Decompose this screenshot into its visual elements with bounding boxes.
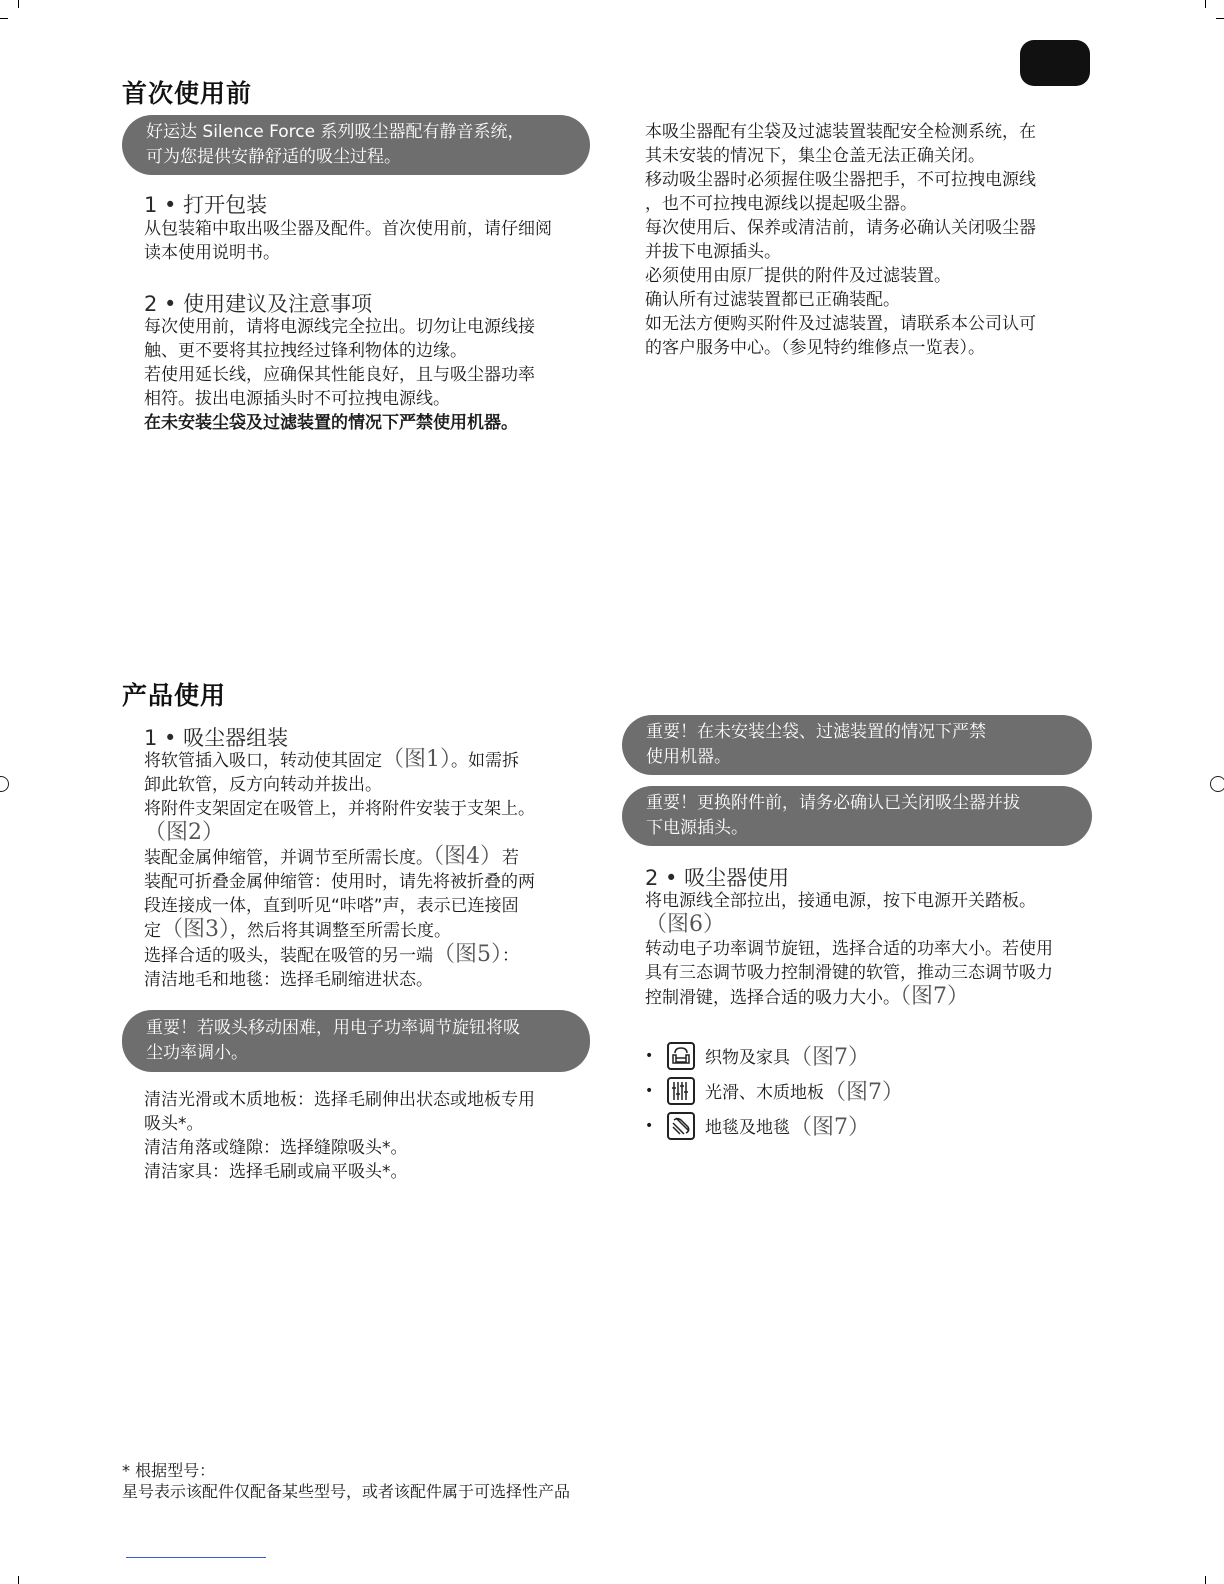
- text-line: 从包装箱中取出吸尘器及配件。首次使用前，请仔细阅: [144, 219, 552, 239]
- figure-ref: （图7）: [790, 1045, 870, 1070]
- warning-unplug-highlight: [622, 786, 1092, 846]
- text-line: 读本使用说明书。: [144, 243, 280, 263]
- list-item: [645, 1073, 904, 1108]
- text: 装配金属伸缩管，并调节至所需长度。: [144, 848, 433, 868]
- text-line: 移动吸尘器时必须握住吸尘器把手，不可拉拽电源线: [645, 170, 1036, 190]
- warning-line: 使用机器。: [646, 747, 731, 767]
- crop-mark: [0, 18, 8, 19]
- carpet-icon: [667, 1112, 695, 1140]
- warning-line: 重要！在未安装尘袋、过滤装置的情况下严禁: [646, 722, 986, 742]
- warning-suction-highlight: [122, 1010, 590, 1072]
- text-line: 其未安装的情况下，集尘仓盖无法正确关闭。: [645, 146, 985, 166]
- footer-rule: [126, 1557, 266, 1558]
- crop-mark: [1205, 1576, 1206, 1584]
- figure-ref: （图5）: [433, 942, 502, 967]
- surface-list: [645, 1038, 904, 1143]
- heading-safety-advice: 2 • 使用建议及注意事项: [144, 292, 373, 316]
- list-item-label: 织物及家具: [705, 1048, 790, 1068]
- text-line: 并拔下电源插头。: [645, 242, 781, 262]
- figure-ref: （图4）: [433, 844, 502, 869]
- text-line: 每次使用前，请将电源线完全拉出。切勿让电源线接: [144, 317, 535, 337]
- bullet-dot: •: [645, 1047, 654, 1064]
- warning-line: 重要！若吸头移动困难，用电子功率调节旋钮将吸: [146, 1018, 520, 1038]
- text-line: 将附件支架固定在吸管上，并将附件安装于支架上。: [144, 799, 535, 819]
- paragraph-unpack: [144, 217, 552, 265]
- figure-ref: （图7）: [824, 1080, 904, 1105]
- text-line: 触、更不要将其拉拽经过锋利物体的边缘。: [144, 341, 467, 361]
- armchair-icon: [667, 1042, 695, 1070]
- heading-unpack: 1 • 打开包装: [144, 193, 268, 217]
- page-number-tab: [1020, 40, 1090, 86]
- paragraph-assembly: [144, 748, 535, 992]
- figure-ref: （图7）: [900, 984, 969, 1009]
- text-line: 吸头*。: [144, 1114, 204, 1134]
- text-line: 必须使用由原厂提供的附件及过滤装置。: [645, 266, 951, 286]
- text: 控制滑键，选择合适的吸力大小。: [645, 988, 900, 1008]
- paragraph-safety-system: [645, 120, 1036, 360]
- text-line: [144, 918, 535, 943]
- text-line: [144, 748, 535, 773]
- footnote-line: * 根据型号：: [122, 1461, 216, 1480]
- text: ：: [502, 946, 519, 966]
- crop-mark: [18, 1576, 19, 1584]
- text-line: 本吸尘器配有尘袋及过滤装置装配安全检测系统，在: [645, 122, 1036, 142]
- text-line: [645, 985, 1053, 1010]
- text-line: 每次使用后、保养或清洁前，请务必确认关闭吸尘器: [645, 218, 1036, 238]
- figure-ref: （图6）: [645, 912, 725, 937]
- bullet-dot: •: [645, 1082, 654, 1099]
- text-line: 装配可折叠金属伸缩管：使用时，请先将被折叠的两: [144, 872, 535, 892]
- warning-line: 下电源插头。: [646, 818, 748, 838]
- text: 选择合适的吸头，装配在吸管的另一端: [144, 946, 433, 966]
- crop-mark: [18, 0, 19, 8]
- registration-mark: [0, 776, 9, 792]
- list-item: [645, 1038, 904, 1073]
- text-line: 转动电子功率调节旋钮，选择合适的功率大小。若使用: [645, 939, 1053, 959]
- text-line: 清洁家具：选择毛刷或扁平吸头*。: [144, 1162, 408, 1182]
- figure-ref: （图3）: [161, 917, 230, 942]
- text-line: 若使用延长线，应确保其性能良好，且与吸尘器功率: [144, 365, 535, 385]
- crop-mark: [1205, 0, 1206, 8]
- footnote: [122, 1460, 570, 1502]
- figure-ref: （图1）: [382, 747, 451, 772]
- text: 若: [502, 848, 519, 868]
- floor-icon: [667, 1077, 695, 1105]
- heading-usage: 2 • 吸尘器使用: [645, 866, 790, 890]
- heading-assembly: 1 • 吸尘器组装: [144, 726, 289, 750]
- bullet-dot: •: [645, 1117, 654, 1134]
- paragraph-safety-advice: [144, 315, 535, 435]
- warning-bold-line: 在未安装尘袋及过滤装置的情况下严禁使用机器。: [144, 413, 518, 433]
- text-line: 将电源线全部拉出，接通电源，按下电源开关踏板。: [645, 891, 1036, 911]
- text-line: [144, 943, 535, 968]
- text-line: 相符。拔出电源插头时不可拉拽电源线。: [144, 389, 450, 409]
- warning-line: 重要！更换附件前，请务必确认已关闭吸尘器并拔: [646, 793, 1020, 813]
- text-line: 段连接成一体，直到听见“咔嗒”声，表示已连接固: [144, 896, 519, 916]
- text-line: 清洁地毛和地毯：选择毛刷缩进状态。: [144, 970, 433, 990]
- text-line: 具有三态调节吸力控制滑键的软管，推动三态调节吸力: [645, 963, 1053, 983]
- section-title-before-first-use: 首次使用前: [122, 79, 253, 108]
- footnote-line: 星号表示该配件仅配备某些型号，或者该配件属于可选择性产品: [122, 1482, 571, 1501]
- list-item-label: 地毯及地毯: [705, 1118, 790, 1138]
- text-line: 的客户服务中心。（参见特约维修点一览表）。: [645, 338, 985, 358]
- text-line: 清洁角落或缝隙：选择缝隙吸头*。: [144, 1138, 408, 1158]
- list-item-label: 光滑、木质地板: [705, 1083, 824, 1103]
- warning-line: 尘功率调小。: [146, 1043, 248, 1063]
- list-item: [645, 1108, 904, 1143]
- text: 定: [144, 921, 161, 941]
- text-line: [144, 845, 535, 870]
- text-line: 卸此软管，反方向转动并拔出。: [144, 775, 382, 795]
- figure-ref: （图2）: [144, 820, 224, 845]
- figure-ref: （图7）: [790, 1115, 870, 1140]
- text-line: ，也不可拉拽电源线以提起吸尘器。: [645, 194, 917, 214]
- text: 将软管插入吸口，转动使其固定: [144, 751, 382, 771]
- intro-line: 好运达 Silence Force 系列吸尘器配有静音系统，: [146, 122, 525, 142]
- paragraph-nozzle-choice: [144, 1088, 535, 1184]
- intro-line: 可为您提供安静舒适的吸尘过程。: [146, 147, 401, 167]
- text-line: 确认所有过滤装置都已正确装配。: [645, 290, 900, 310]
- text: ，然后将其调整至所需长度。: [230, 921, 451, 941]
- paragraph-usage: [645, 889, 1053, 1010]
- warning-no-bag-highlight: [622, 715, 1092, 775]
- section-title-product-use: 产品使用: [122, 681, 227, 710]
- text-line: 如无法方便购买附件及过滤装置，请联系本公司认可: [645, 314, 1036, 334]
- text: 。如需拆: [451, 751, 519, 771]
- registration-mark: [1210, 776, 1224, 792]
- intro-highlight: [122, 115, 590, 175]
- text-line: 清洁光滑或木质地板：选择毛刷伸出状态或地板专用: [144, 1090, 535, 1110]
- crop-mark: [1216, 18, 1224, 19]
